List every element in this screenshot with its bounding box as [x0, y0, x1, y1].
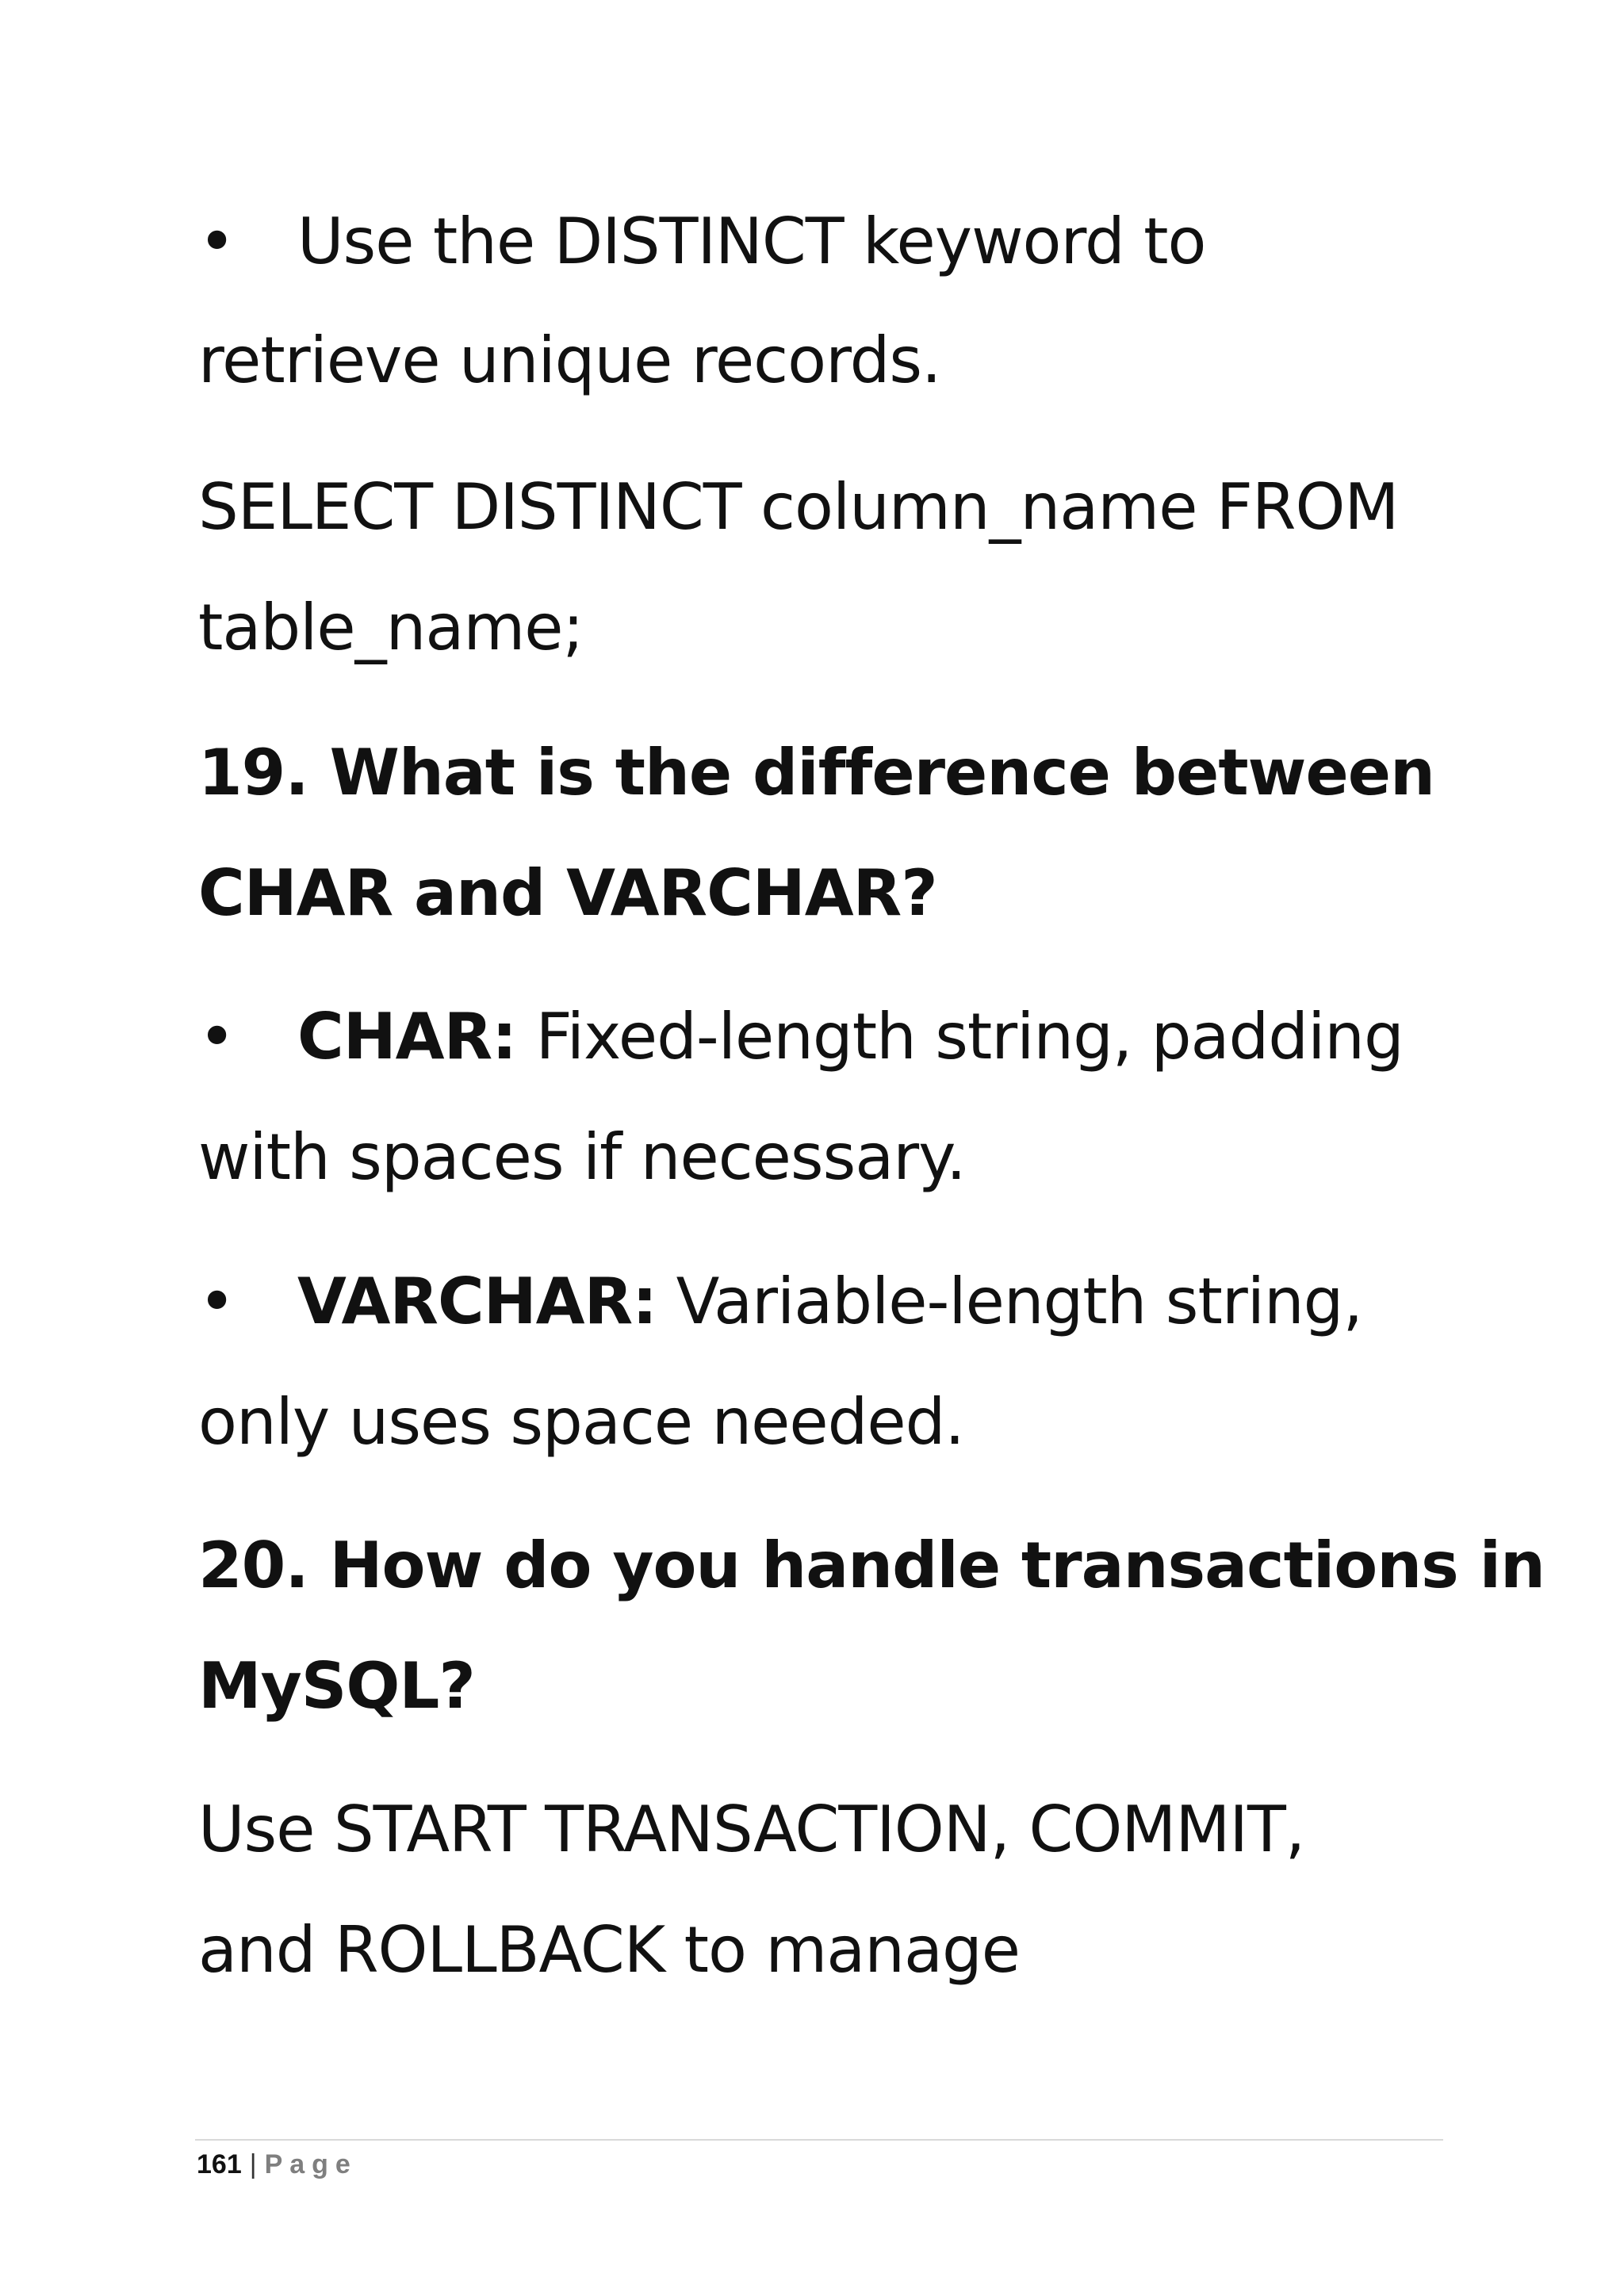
char-definition-line-1 [297, 997, 1404, 1077]
bullet-marker: • [198, 1000, 236, 1073]
question-20-heading-line-2: MySQL? [198, 1649, 475, 1723]
bullet-marker: • [198, 205, 236, 278]
distinct-text-line-2: retrieve unique records. [198, 323, 941, 397]
char-description: Fixed-length string, padding [516, 1000, 1404, 1073]
question-19-heading-line-1: 19. What is the difference between [198, 736, 1434, 809]
distinct-text-line-1: Use the DISTINCT keyword to [297, 205, 1206, 278]
page-label: Page [264, 2149, 358, 2179]
varchar-description: Variable-length string, [657, 1265, 1362, 1338]
varchar-term: VARCHAR: [297, 1265, 657, 1338]
question-20-heading-line-1: 20. How do you handle transactions in [198, 1529, 1545, 1602]
sql-example-line-2: table_name; [198, 591, 584, 664]
transaction-answer-line-2: and ROLLBACK to manage [198, 1913, 1021, 1987]
page-footer [197, 2147, 358, 2182]
footer-separator: | [249, 2149, 257, 2179]
page-number: 161 [197, 2149, 242, 2179]
char-definition-line-2: with spaces if necessary. [198, 1120, 966, 1194]
bullet-marker: • [198, 1265, 236, 1338]
sql-example-line-1: SELECT DISTINCT column_name FROM [198, 470, 1399, 544]
varchar-definition-line-1 [297, 1262, 1362, 1341]
footer-divider [195, 2139, 1443, 2141]
char-term: CHAR: [297, 1000, 517, 1073]
question-19-heading-line-2: CHAR and VARCHAR? [198, 856, 937, 930]
varchar-definition-line-2: only uses space needed. [198, 1385, 964, 1459]
transaction-answer-line-1: Use START TRANSACTION, COMMIT, [198, 1793, 1305, 1866]
